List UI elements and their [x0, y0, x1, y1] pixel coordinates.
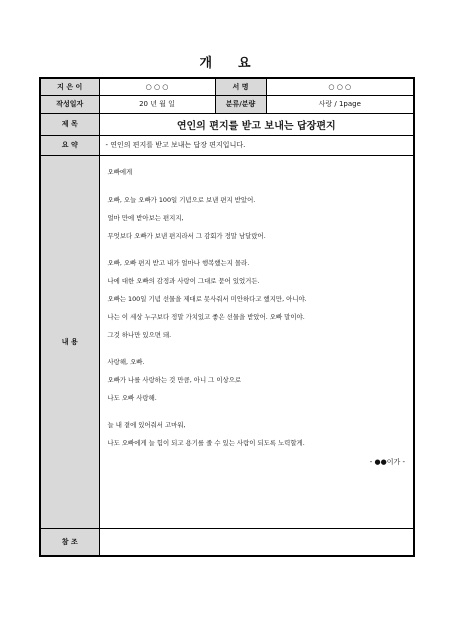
letter-line: 사랑해, 오빠. [107, 357, 145, 366]
summary-label: 요 약 [40, 135, 99, 155]
letter-line: 무엇보다 오빠가 보낸 편지라서 그 감회가 정말 남달랐어. [107, 231, 266, 240]
signature-label: 서 명 [215, 78, 266, 95]
reference-value [99, 528, 414, 556]
title-char-1: 개 [199, 56, 212, 71]
letter-line: 나도 오빠에게 늘 힘이 되고 용기를 줄 수 있는 사람이 되도록 노력할게. [107, 438, 305, 447]
letter-paragraph-1 [108, 196, 406, 240]
letter-line: 오빠는 100일 기념 선물을 제대로 못사줘서 미안하다고 했지만, 아니야. [107, 294, 307, 303]
letter-line: 오빠, 오늘 오빠가 100일 기념으로 보낸 편지 받았어. [107, 195, 256, 204]
letter-closing: - ●●이가 - [369, 457, 405, 466]
date-label: 작성일자 [40, 95, 99, 113]
category-value: 사랑 / 1page [266, 95, 414, 113]
category-label: 분류/분량 [215, 95, 266, 113]
subject-label: 제 목 [40, 113, 99, 135]
author-label: 지 은 이 [40, 78, 99, 95]
title-char-2: 요 [238, 56, 251, 71]
letter-line: 그것 하나만 있으면 돼. [107, 330, 172, 339]
letter-paragraph-3 [108, 358, 406, 402]
subject-value: 연인의 편지를 받고 보내는 답장편지 [99, 113, 414, 135]
content-body [99, 155, 414, 528]
letter-line: 나에 대한 오빠의 감정과 사랑이 그대로 묻어 있었거든. [107, 276, 260, 285]
letter-line: 오빠가 나를 사랑하는 것 만큼, 아니 그 이상으로 [107, 375, 242, 384]
signature-value: ○ ○ ○ [266, 78, 414, 95]
letter-line: 늘 내 곁에 있어줘서 고마워, [107, 420, 186, 429]
letter-line: 얼마 만에 받아보는 편지지, [107, 213, 184, 222]
summary-form-table [39, 77, 415, 557]
letter-paragraph-4 [108, 421, 406, 447]
letter-paragraph-2 [108, 259, 406, 339]
content-label: 내 용 [40, 155, 99, 528]
author-value: ○ ○ ○ [99, 78, 215, 95]
letter [108, 168, 406, 467]
date-value: 20 년 월 일 [99, 95, 215, 113]
letter-line: 오빠, 오빠 편지 받고 내가 얼마나 행복했는지 몰라. [107, 258, 250, 267]
reference-label: 참 조 [40, 528, 99, 556]
letter-greeting: 오빠에게 [107, 167, 133, 176]
summary-value: - 연인의 편지를 받고 보내는 답장 편지입니다. [99, 135, 414, 155]
document-title [0, 52, 450, 71]
letter-line: 나는 이 세상 누구보다 정말 가치있고 좋은 선물을 받았어. 오빠 말이야. [107, 312, 305, 321]
letter-line: 나도 오빠 사랑해. [107, 393, 157, 402]
